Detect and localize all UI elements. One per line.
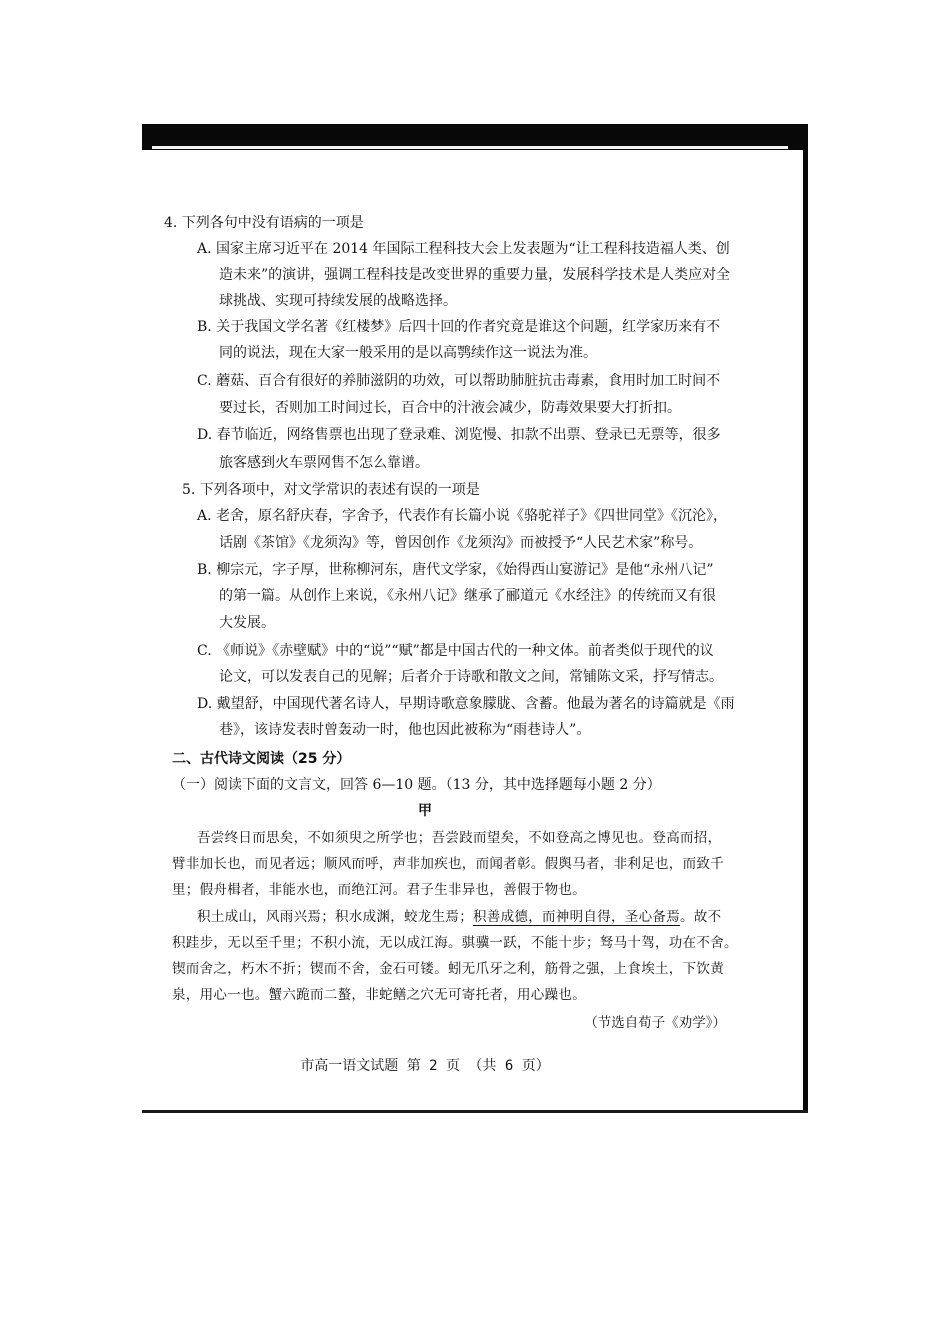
scanned-page (142, 124, 808, 1113)
q5-option-c-cont: 论文，可以发表自己的见解；后者介于诗歌和散文之间，常铺陈文采，抒写情志。 (219, 669, 723, 685)
question-5-stem: 5. 下列各项中，对文学常识的表述有误的一项是 (182, 482, 480, 498)
passage-source: （节选自荀子《劝学》） (584, 1015, 726, 1031)
passage-line: 臂非加长也，而见者远；顺风而呼，声非加疾也，而闻者彰。假舆马者，非利足也，而致千 (172, 856, 724, 872)
question-4-stem: 4. 下列各句中没有语病的一项是 (164, 215, 364, 231)
q5-option-b-cont: 的第一篇。从创作上来说，《永州八记》继承了郦道元《水经注》的传统而又有很 (219, 588, 716, 604)
q4-option-d-cont: 旅客感到火车票网售不怎么靠谱。 (219, 455, 429, 471)
q5-option-d-cont: 巷》，该诗发表时曾轰动一时，他也因此被称为“雨巷诗人”。 (219, 722, 591, 738)
q4-option-a-cont: 造未来”的演讲，强调工程科技是改变世界的重要力量，发展科学技术是人类应对全 (219, 267, 731, 283)
q4-option-b: B. 关于我国文学名著《红楼梦》后四十回的作者究竟是谁这个问题，红学家历来有不 (197, 319, 721, 335)
scan-border-gap (152, 146, 788, 149)
q4-option-a-cont: 球挑战、实现可持续发展的战略选择。 (219, 293, 457, 309)
q4-option-b-cont: 同的说法，现在大家一般采用的是以高鹗续作这一说法为准。 (219, 345, 597, 361)
scan-bottom-border (142, 1110, 808, 1113)
scan-right-border (803, 124, 808, 1113)
q5-option-d: D. 戴望舒，中国现代著名诗人，早期诗歌意象朦胧、含蓄。他最为著名的诗篇就是《雨 (197, 696, 735, 712)
passage-line: 锲而舍之，朽木不折；锲而不舍，金石可镂。蚓无爪牙之利，筋骨之强，上食埃土，下饮黄 (172, 961, 724, 977)
passage-line: 泉，用心一也。蟹六跪而二螯，非蛇鳝之穴无可寄托者，用心躁也。 (172, 987, 586, 1003)
passage-label: 甲 (418, 803, 432, 819)
q4-option-a: A. 国家主席习近平在 2014 年国际工程科技大会上发表题为“让工程科技造福人类、创 (197, 241, 730, 257)
passage-text: 。故不 (680, 909, 722, 925)
section-instruction: （一）阅读下面的文言文，回答 6—10 题。（13 分，其中选择题每小题 2 分） (172, 777, 661, 793)
q4-option-c: C. 蘑菇、百合有很好的养肺滋阴的功效，可以帮助肺脏抗击毒素，食用时加工时间不 (197, 373, 721, 389)
q5-option-c: C. 《师说》《赤壁赋》中的“说”“赋”都是中国古代的一种文体。前者类似于现代的议 (197, 643, 714, 659)
passage-line: 吾尝终日而思矣，不如须臾之所学也；吾尝跂而望矣，不如登高之博见也。登高而招， (197, 830, 722, 846)
section-title: 二、古代诗文阅读（25 分） (172, 751, 351, 767)
q5-option-a: A. 老舍，原名舒庆春，字舍予，代表作有长篇小说《骆驼祥子》《四世同堂》《沉沦》， (197, 508, 728, 524)
q5-option-b-cont: 大发展。 (219, 615, 275, 631)
q5-option-b: B. 柳宗元，字子厚，世称柳河东，唐代文学家，《始得西山宴游记》是他“永州八记” (197, 562, 714, 578)
q4-option-c-cont: 要过长，否则加工时间过长，百合中的汁液会减少，防毒效果要大打折扣。 (219, 400, 681, 416)
underlined-sentence: 积善成德，而神明自得，圣心备焉 (473, 909, 680, 925)
passage-text: 积土成山，风雨兴焉；积水成渊，蛟龙生焉； (197, 909, 473, 925)
q5-option-a-cont: 话剧《茶馆》《龙须沟》等，曾因创作《龙须沟》而被授予“人民艺术家”称号。 (219, 535, 703, 551)
passage-line: 里；假舟楫者，非能水也，而绝江河。君子生非异也，善假于物也。 (172, 882, 586, 898)
passage-line: 积跬步，无以至千里；不积小流，无以成江海。骐骥一跃，不能十步；驽马十驾，功在不舍。 (172, 935, 738, 951)
page-footer: 市高一语文试题 第 2 页 （共 6 页） (300, 1058, 550, 1074)
passage-line (197, 908, 721, 926)
q4-option-d: D. 春节临近，网络售票也出现了登录难、浏览慢、扣款不出票、登录已无票等，很多 (197, 427, 721, 443)
